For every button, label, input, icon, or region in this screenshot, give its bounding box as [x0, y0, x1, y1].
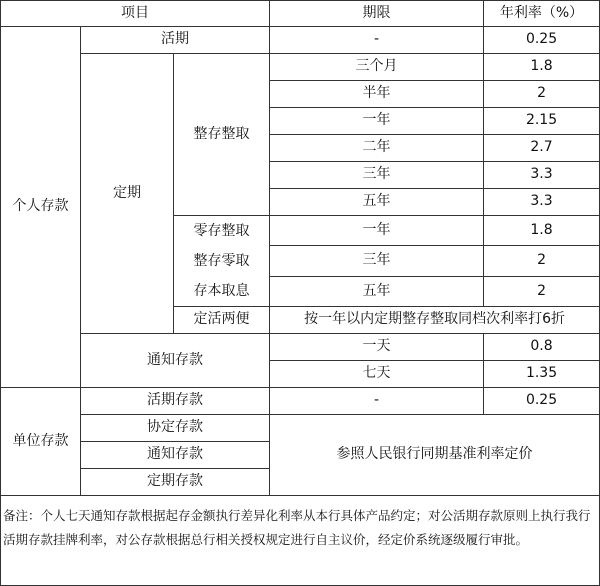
- rate-cell: 2.15: [484, 108, 600, 135]
- installment-label: 零存整取: [193, 223, 250, 239]
- footnote: 备注：个人七天通知存款根据起存金额执行差异化利率从本行具体产品约定；对公活期存款原则上执行我行活期存款挂牌利率，对公存款根据总行相关授权规定进行自主议价，经定价系统逐级履行审批。: [1, 496, 600, 586]
- installment-label: 整存零取: [193, 253, 250, 269]
- term-cell: 三年: [270, 162, 484, 189]
- header-term: 期限: [270, 1, 484, 27]
- table-row: [1, 334, 600, 361]
- lump-sum-label: 整存整取: [174, 54, 270, 216]
- pbc-benchmark-note: 参照人民银行同期基准利率定价: [270, 415, 600, 496]
- note-row: [1, 496, 600, 586]
- term-cell: -: [270, 388, 484, 415]
- term-cell: -: [270, 27, 484, 54]
- term-cell: 五年: [270, 189, 484, 216]
- flex-deposit-rule: 按一年以内定期整存整取同档次利率打6折: [270, 307, 600, 334]
- corporate-demand-label: 活期存款: [81, 388, 270, 415]
- table-row: [1, 415, 600, 442]
- corporate-fixed-label: 定期存款: [81, 469, 270, 496]
- rate-cell: 0.8: [484, 334, 600, 361]
- term-cell: 一天: [270, 334, 484, 361]
- installment-labels: [174, 216, 270, 307]
- term-cell: 二年: [270, 135, 484, 162]
- rate-cell: 3.3: [484, 189, 600, 216]
- table-row: [1, 27, 600, 54]
- rate-cell: 1.8: [484, 54, 600, 81]
- rate-cell: 2: [484, 276, 600, 306]
- term-cell: 三个月: [270, 54, 484, 81]
- header-rate: 年利率（%）: [484, 1, 600, 27]
- table-row: [1, 388, 600, 415]
- term-cell: 半年: [270, 81, 484, 108]
- corporate-notice-label: 通知存款: [81, 442, 270, 469]
- table-row: [1, 54, 600, 81]
- corporate-deposit-label: 单位存款: [1, 388, 81, 496]
- term-cell: 五年: [270, 276, 484, 306]
- flex-deposit-label: 定活两便: [174, 307, 270, 334]
- header-item: 项目: [1, 1, 270, 27]
- installment-label: 存本取息: [193, 283, 250, 299]
- rate-cell: 0.25: [484, 27, 600, 54]
- rate-cell: 2: [484, 246, 600, 276]
- rate-cell: 1.8: [484, 216, 600, 246]
- rate-cell: 2: [484, 81, 600, 108]
- fixed-deposit-label: 定期: [81, 54, 174, 334]
- term-cell: 三年: [270, 246, 484, 276]
- notice-deposit-label: 通知存款: [81, 334, 270, 388]
- rate-cell: 0.25: [484, 388, 600, 415]
- personal-deposit-label: 个人存款: [1, 27, 81, 388]
- rate-cell: 2.7: [484, 135, 600, 162]
- agreement-deposit-label: 协定存款: [81, 415, 270, 442]
- term-cell: 七天: [270, 361, 484, 388]
- header-row: [1, 1, 600, 27]
- term-cell: 一年: [270, 108, 484, 135]
- rate-cell: 3.3: [484, 162, 600, 189]
- term-cell: 一年: [270, 216, 484, 246]
- rate-cell: 1.35: [484, 361, 600, 388]
- personal-demand-label: 活期: [81, 27, 270, 54]
